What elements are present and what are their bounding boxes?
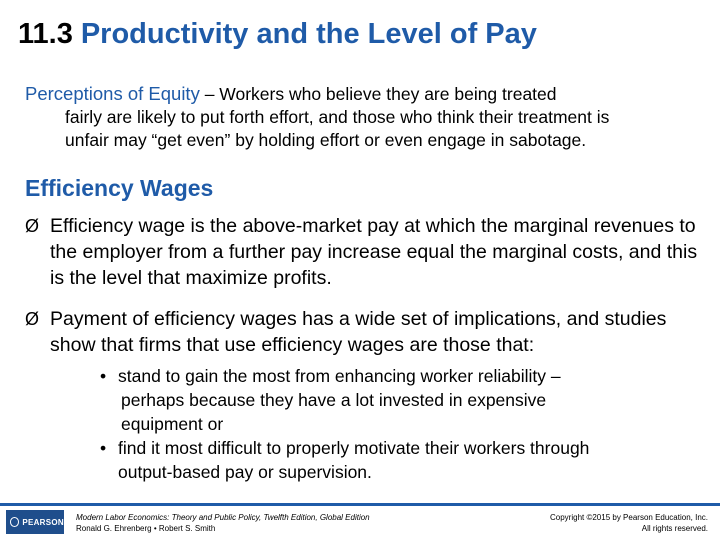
sub-bullet-1-line-3: equipment or xyxy=(121,414,224,434)
footer-book-info xyxy=(76,513,436,534)
equity-line-1: – Workers who believe they are being treated xyxy=(199,84,557,104)
pearson-mark-icon xyxy=(10,517,19,527)
section-number: 11.3 xyxy=(18,18,73,50)
sub-bullet-reliability xyxy=(100,364,700,436)
equity-paragraph xyxy=(25,82,695,152)
sub-bullet-list xyxy=(100,364,700,484)
bullet-efficiency-implications xyxy=(25,306,705,358)
equity-line-2: fairly are likely to put forth effort, and those who think their treatment is xyxy=(65,107,610,127)
book-authors: Ronald G. Ehrenberg • Robert S. Smith xyxy=(76,523,216,533)
arrow-bullet-icon: Ø xyxy=(25,309,40,329)
dot-bullet-icon: • xyxy=(100,438,107,458)
sub-bullet-2-line-1: find it most difficult to properly motivate their workers through xyxy=(118,438,590,458)
bullet-efficiency-definition xyxy=(25,213,705,291)
footer-copyright xyxy=(468,513,708,534)
sub-bullet-1-line-1: stand to gain the most from enhancing worker reliability – xyxy=(118,366,561,386)
sub-bullet-motivation xyxy=(100,436,700,484)
equity-line-3: unfair may “get even” by holding effort or even engage in sabotage. xyxy=(65,130,587,150)
bullet-2-text: Payment of efficiency wages has a wide set of implications, and studies show that firms that use efficiency wages are those that: xyxy=(50,308,667,356)
copyright-text: Copyright ©2015 by Pearson Education, Inc. xyxy=(550,513,708,522)
logo-text: PEARSON xyxy=(22,517,64,527)
sub-bullet-2-line-2: output-based pay or supervision. xyxy=(118,462,372,482)
bullet-1-text: Efficiency wage is the above-market pay at which the marginal revenues to the employer from a further pay increase equal the marginal costs, and this is the level that maximize profits. xyxy=(50,215,698,289)
book-title: Modern Labor Economics: Theory and Public Policy, Twelfth Edition, Global Edition xyxy=(76,513,370,522)
arrow-bullet-icon: Ø xyxy=(25,216,40,236)
dot-bullet-icon: • xyxy=(100,366,107,386)
equity-first-line xyxy=(25,84,557,104)
sub-bullet-1-line-2: perhaps because they have a lot invested in expensive xyxy=(121,390,547,410)
equity-term: Perceptions of Equity xyxy=(25,83,200,104)
footer-divider xyxy=(0,503,720,506)
title-text: Productivity and the Level of Pay xyxy=(80,18,537,50)
slide-title xyxy=(18,20,537,49)
efficiency-wages-heading: Efficiency Wages xyxy=(25,175,214,201)
rights-text: All rights reserved. xyxy=(641,523,708,533)
pearson-logo xyxy=(6,510,64,534)
